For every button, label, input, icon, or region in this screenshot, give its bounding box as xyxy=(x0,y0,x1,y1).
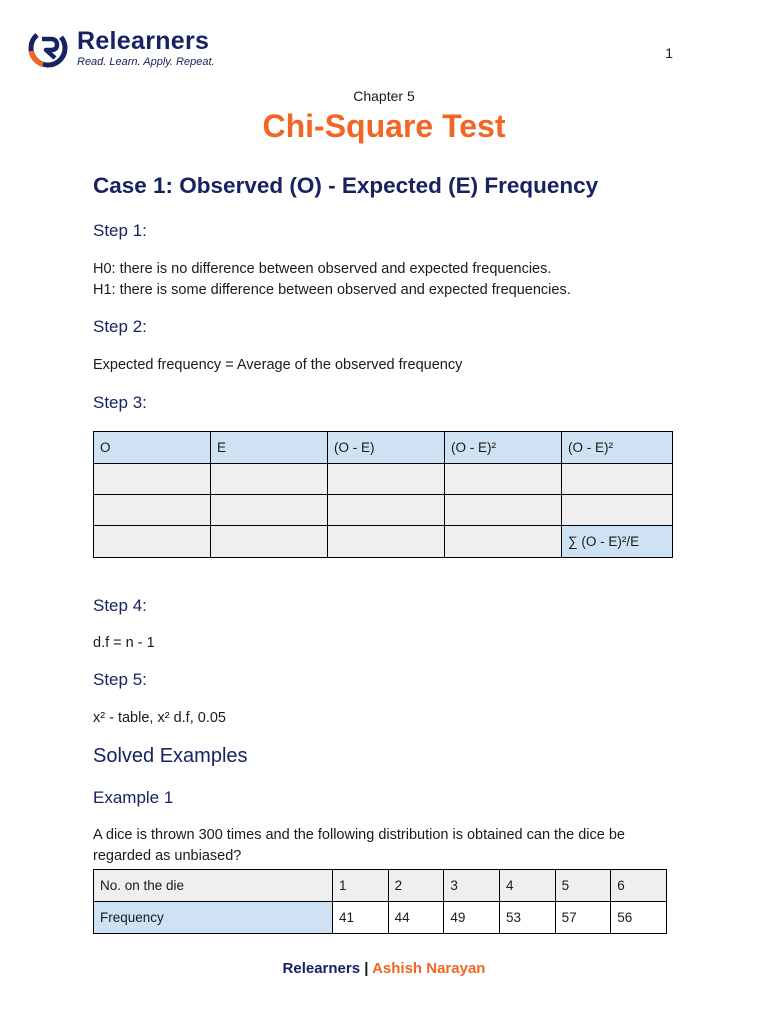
table-cell: 2 xyxy=(388,870,444,902)
step5-heading: Step 5: xyxy=(93,670,147,689)
table-header-row xyxy=(94,432,673,464)
chi-square-template-table xyxy=(93,431,673,558)
table-cell xyxy=(94,495,211,526)
step5-text: x² - table, x² d.f, 0.05 xyxy=(93,710,226,726)
row-label: Frequency xyxy=(94,902,333,934)
example1-text: A dice is thrown 300 times and the following distribution is obtained can the dice be regarded as unbiased? xyxy=(93,827,625,864)
sum-cell: ∑ (O - E)²/E xyxy=(562,526,673,558)
footer-author: Ashish Narayan xyxy=(372,960,486,977)
table-cell xyxy=(328,495,445,526)
table-cell: 4 xyxy=(499,870,555,902)
table-cell xyxy=(94,526,211,558)
table-cell xyxy=(328,526,445,558)
dice-frequency-table xyxy=(93,869,667,934)
relearners-logo xyxy=(27,27,215,69)
table-cell xyxy=(445,495,562,526)
table-cell: 57 xyxy=(555,902,611,934)
table-cell: 5 xyxy=(555,870,611,902)
step2-heading: Step 2: xyxy=(93,317,147,336)
table-cell xyxy=(211,526,328,558)
table-cell: 44 xyxy=(388,902,444,934)
step1-heading: Step 1: xyxy=(93,221,147,240)
footer-brand: Relearners xyxy=(282,960,361,977)
table-row xyxy=(94,870,667,902)
relearners-logo-icon xyxy=(27,27,69,69)
step2-text: Expected frequency = Average of the observed frequency xyxy=(93,357,463,373)
header-cell-o-minus-e: (O - E) xyxy=(328,432,445,464)
page-number: 1 xyxy=(665,45,673,61)
table-row xyxy=(94,464,673,495)
table-cell xyxy=(94,464,211,495)
header-cell-e: E xyxy=(211,432,328,464)
table-cell: 41 xyxy=(333,902,389,934)
header-cell-squared: (O - E)² xyxy=(445,432,562,464)
table-cell xyxy=(328,464,445,495)
page-title: Chi-Square Test xyxy=(262,108,506,144)
table-cell: 49 xyxy=(444,902,500,934)
table-cell xyxy=(211,495,328,526)
table-row xyxy=(94,526,673,558)
step4-text: d.f = n - 1 xyxy=(93,635,155,651)
h1-text: H1: there is some difference between observed and expected frequencies. xyxy=(93,282,571,298)
brand-name: Relearners xyxy=(77,27,210,55)
table-row xyxy=(94,902,667,934)
footer xyxy=(0,960,768,977)
h0-text: H0: there is no difference between observed and expected frequencies. xyxy=(93,261,552,277)
step4-heading: Step 4: xyxy=(93,596,147,615)
example1-heading: Example 1 xyxy=(93,788,174,807)
table-cell: 53 xyxy=(499,902,555,934)
solved-examples-heading: Solved Examples xyxy=(93,745,248,767)
chapter-label: Chapter 5 xyxy=(353,88,415,104)
table-cell: 3 xyxy=(444,870,500,902)
brand-tagline: Read. Learn. Apply. Repeat. xyxy=(77,56,215,68)
header-cell-o: O xyxy=(94,432,211,464)
table-cell xyxy=(445,526,562,558)
table-cell: 1 xyxy=(333,870,389,902)
step1-hypotheses xyxy=(93,259,571,301)
table-cell xyxy=(211,464,328,495)
table-cell xyxy=(562,464,673,495)
table-cell: 6 xyxy=(611,870,667,902)
table-cell xyxy=(445,464,562,495)
table-cell: 56 xyxy=(611,902,667,934)
footer-separator: | xyxy=(360,960,373,977)
table-row xyxy=(94,495,673,526)
table-cell xyxy=(562,495,673,526)
case1-heading: Case 1: Observed (O) - Expected (E) Frequency xyxy=(93,173,599,198)
header-cell-squared-2: (O - E)² xyxy=(562,432,673,464)
step3-heading: Step 3: xyxy=(93,393,147,412)
row-label: No. on the die xyxy=(94,870,333,902)
